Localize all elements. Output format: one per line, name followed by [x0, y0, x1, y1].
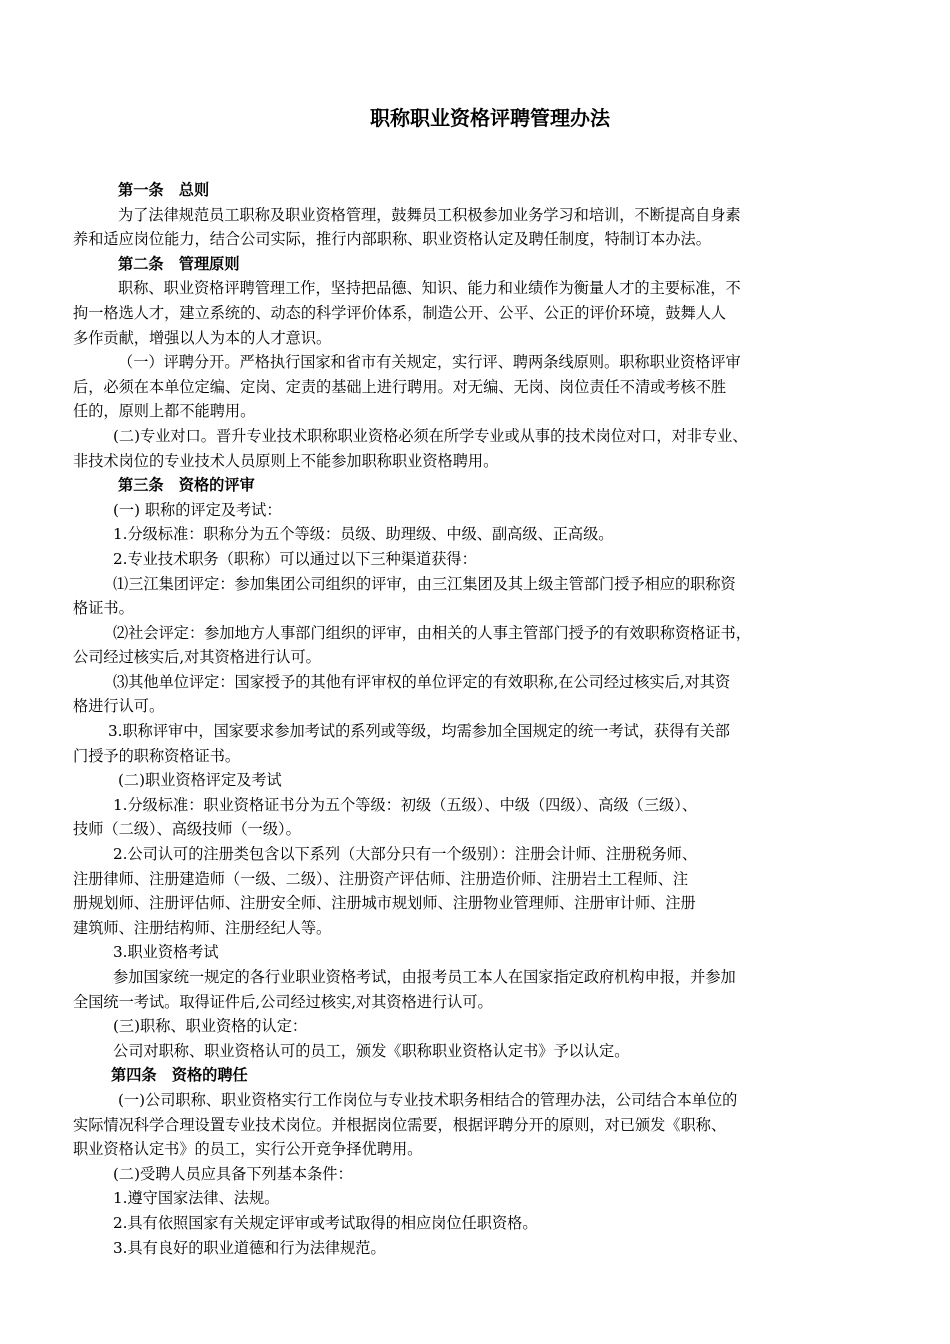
paragraph-line: 后，必须在本单位定编、定岗、定责的基础上进行聘用。对无编、无岗、岗位责任不清或考核不胜 [73, 377, 727, 396]
paragraph-line: 拘一格选人才，建立系统的、动态的科学评价体系，制造公开、公平、公正的评价环境，鼓舞人人 [73, 303, 727, 322]
section-heading: 第一条 总则 [118, 181, 210, 199]
paragraph-line: 2.专业技术职务（职称）可以通过以下三种渠道获得： [113, 549, 477, 568]
section-heading: 第二条 管理原则 [118, 254, 240, 273]
section-heading: 第四条 资格的聘任 [111, 1066, 248, 1085]
document-body [73, 178, 919, 1260]
paragraph-line: 册规划师、注册评估师、注册安全师、注册城市规划师、注册物业管理师、注册审计师、注册 [73, 894, 696, 913]
paragraph-line: 任的，原则上都不能聘用。 [73, 402, 256, 421]
paragraph-line: 2.具有依照国家有关规定评审或考试取得的相应岗位任职资格。 [113, 1213, 538, 1232]
paragraph-line: 为了法律规范员工职称及职业资格管理，鼓舞员工积极参加业务学习和培训，不断提高自身素 [118, 205, 741, 224]
section-heading: 第三条 资格的评审 [118, 476, 255, 495]
paragraph-line: 3.具有良好的职业道德和行为法律规范。 [113, 1238, 386, 1257]
paragraph-line: 全国统一考试。取得证件后,公司经过核实,对其资格进行认可。 [73, 992, 493, 1011]
paragraph-line: 格证书。 [73, 599, 134, 618]
document-title: 职称职业资格评聘管理办法 [370, 106, 610, 130]
paragraph-line: 格进行认可。 [73, 697, 165, 716]
paragraph-line: 养和适应岗位能力，结合公司实际，推行内部职称、职业资格认定及聘任制度，特制订本办法。 [73, 230, 711, 249]
paragraph-line: 建筑师、注册结构师、注册经纪人等。 [73, 918, 332, 937]
paragraph-line: 门授予的职称资格证书。 [73, 746, 241, 765]
paragraph-line: 技师（二级）、高级技师（一级）。 [73, 820, 301, 839]
paragraph-line: (一)公司职称、职业资格实行工作岗位与专业技术职务相结合的管理办法，公司结合本单位的 [118, 1090, 738, 1109]
paragraph-line: (一) 职称的评定及考试： [113, 500, 282, 519]
paragraph-line: 职称、职业资格评聘管理工作，坚持把品德、知识、能力和业绩作为衡量人才的主要标准，不 [118, 279, 741, 298]
paragraph-line: ⑴三江集团评定：参加集团公司组织的评审，由三江集团及其上级主管部门授予相应的职称资 [113, 574, 736, 593]
paragraph-line: 3.职称评审中，国家要求参加考试的系列或等级，均需参加全国规定的统一考试，获得有关部 [108, 722, 730, 741]
paragraph-line: 参加国家统一规定的各行业职业资格考试，由报考员工本人在国家指定政府机构申报，并参加 [113, 968, 736, 986]
paragraph-line: (二)受聘人员应具备下列基本条件： [113, 1164, 353, 1183]
paragraph-line: (二)专业对口。晋升专业技术职称职业资格必须在所学专业或从事的技术岗位对口，对非专业、 [113, 426, 748, 445]
paragraph-line: ⑵社会评定：参加地方人事部门组织的评审，由相关的人事主管部门授予的有效职称资格证书， [113, 623, 751, 642]
paragraph-line: 职业资格认定书》的员工，实行公开竞争择优聘用。 [73, 1140, 423, 1159]
paragraph-line: （一）评聘分开。严格执行国家和省市有关规定，实行评、聘两条线原则。职称职业资格评审 [118, 353, 741, 372]
paragraph-line: 1.遵守国家法律、法规。 [113, 1189, 280, 1208]
paragraph-line: 公司经过核实后,对其资格进行认可。 [73, 648, 321, 667]
paragraph-line: 2.公司认可的注册类包含以下系列（大部分只有一个级别）：注册会计师、注册税务师、 [113, 845, 698, 864]
paragraph-line: 1.分级标准：职称分为五个等级：员级、助理级、中级、副高级、正高级。 [113, 525, 614, 544]
paragraph-line: (二)职业资格评定及考试 [118, 771, 282, 790]
paragraph-line: 多作贡献，增强以人为本的人才意识。 [73, 328, 332, 347]
paragraph-line: 3.职业资格考试 [113, 943, 219, 962]
paragraph-line: 实际情况科学合理设置专业技术岗位。并根据岗位需要，根据评聘分开的原则，对已颁发《职称、 [73, 1115, 727, 1134]
paragraph-line: ⑶其他单位评定：国家授予的其他有评审权的单位评定的有效职称,在公司经过核实后,对其资 [113, 672, 731, 691]
paragraph-line: 注册律师、注册建造师（一级、二级）、注册资产评估师、注册造价师、注册岩土工程师、注 [73, 869, 689, 888]
paragraph-line: (三)职称、职业资格的认定： [113, 1017, 308, 1036]
paragraph-line: 公司对职称、职业资格认可的员工，颁发《职称职业资格认定书》予以认定。 [113, 1041, 630, 1060]
paragraph-line: 1.分级标准：职业资格证书分为五个等级：初级（五级）、中级（四级）、高级（三级）、 [113, 795, 698, 814]
paragraph-line: 非技术岗位的专业技术人员原则上不能参加职称职业资格聘用。 [73, 451, 499, 470]
